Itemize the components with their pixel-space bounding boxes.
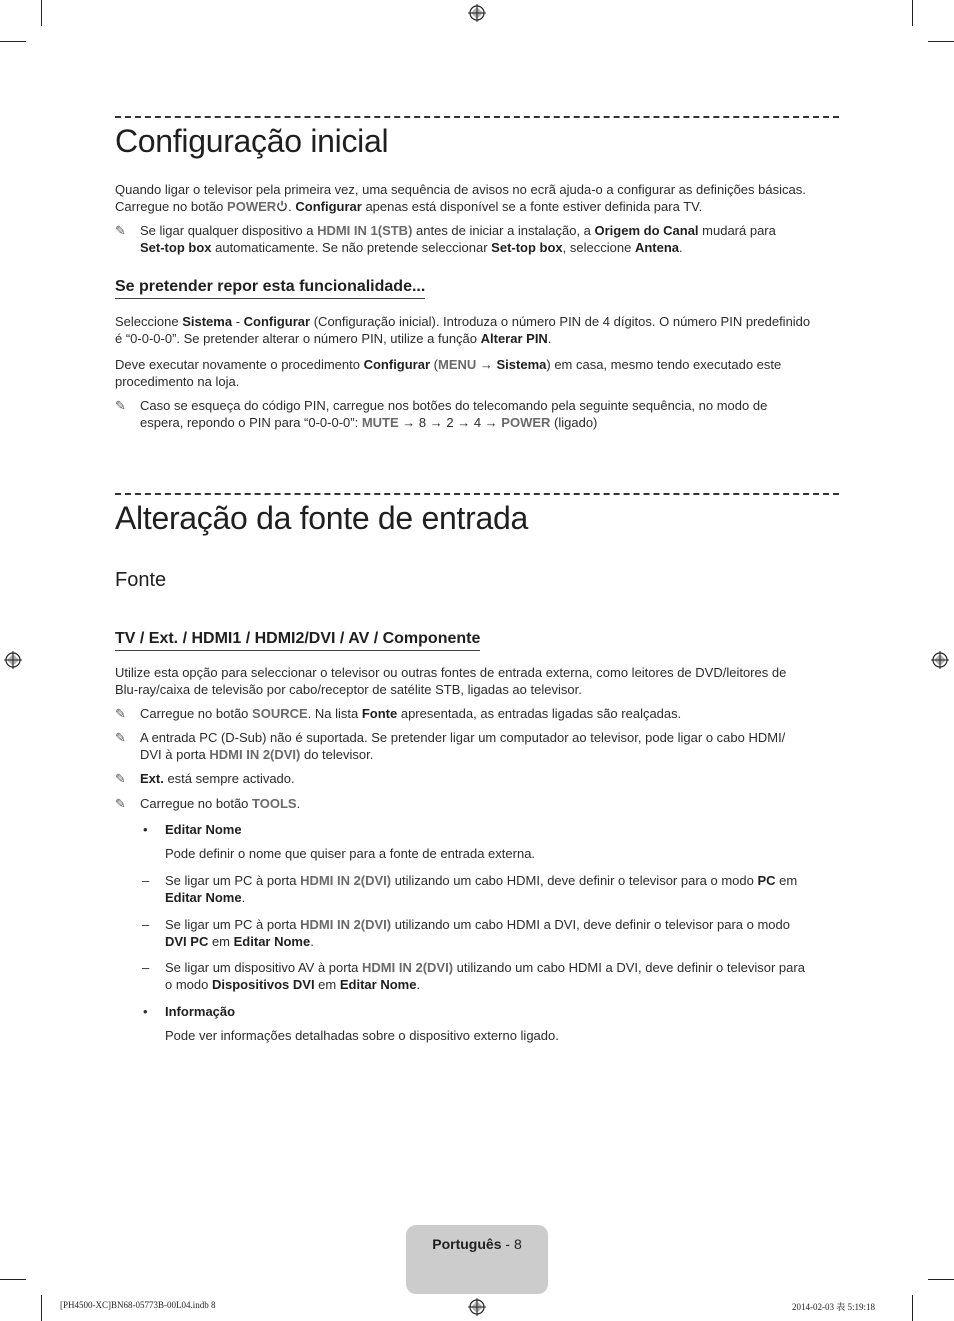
intro-paragraph: Quando ligar o televisor pela primeira vez, uma sequência de avisos no ecrã ajuda-o a configurar as definições básicas. Carregue no botão POWER . Configurar apenas está disponível se a fonte estiver definida para TV. [115,182,806,214]
dash-marker: – [142,960,150,975]
pencil-note-icon: ✎ [115,771,126,786]
crop-mark [41,1295,42,1321]
registration-mark-icon [931,651,949,669]
registration-mark-icon [468,1298,486,1316]
power-icon [276,200,288,212]
bullet-marker: • [143,822,148,837]
note-item: ✎ Carregue no botão SOURCE. Na lista Fonte apresentada, as entradas ligadas são realçadas. [115,706,682,721]
crop-mark [912,1295,913,1321]
section-title: Alteração da fonte de entrada [115,500,528,536]
bullet-marker: • [143,1004,148,1019]
section-divider [115,116,839,118]
registration-mark-icon [4,651,22,669]
reset-paragraph: Deve executar novamente o procedimento Configurar (MENU → Sistema) em casa, mesmo tendo executado este procedimento na loja. [115,357,782,389]
note-item: ✎ Carregue no botão TOOLS. [115,796,301,811]
crop-mark [0,1279,26,1280]
page-footer-tab [406,1225,548,1294]
pencil-note-icon: ✎ [115,730,126,745]
section-title: Configuração inicial [115,123,389,159]
note-item: ✎ Se ligar qualquer dispositivo a HDMI IN 1(STB) antes de iniciar a instalação, a Origem do Canal mudará para Set-top box automaticamente. Se não pretende seleccionar Set-top box, seleccione Antena. [115,223,776,255]
crop-mark [41,0,42,26]
print-slug-left: [PH4500-XC]BN68-05773B-00L04.indb 8 [60,1300,216,1310]
page-number: Português - 8 [432,1236,522,1252]
note-item: ✎ Caso se esqueça do código PIN, carregue nos botões do telecomando pela seguinte sequência, no modo de espera, repondo o PIN para “0-0-0-0”: MUTE → 8 → 2 → 4 → POWER (ligado) [115,398,768,430]
reset-paragraph: Seleccione Sistema - Configurar (Configuração inicial). Introduza o número PIN de 4 dígitos. O número PIN predefinido é “0-0-0-0”. Se pretender alterar o número PIN, utilize a função Alterar PIN. [115,314,811,346]
section-divider [115,493,839,495]
dash-item: – Se ligar um PC à porta HDMI IN 2(DVI) utilizando um cabo HDMI, deve definir o televisor para o modo PC em Editar Nome. [142,873,798,905]
registration-mark-icon [468,4,486,22]
bullet-item: • Informação [143,1004,236,1019]
pencil-note-icon: ✎ [115,223,126,238]
pencil-note-icon: ✎ [115,398,126,413]
pencil-note-icon: ✎ [115,706,126,721]
dash-item: – Se ligar um dispositivo AV à porta HDMI IN 2(DVI) utilizando um cabo HDMI a DVI, deve definir o televisor para o modo Dispositivos DVI em Editar Nome. [142,960,805,992]
dash-marker: – [142,873,150,888]
crop-mark [912,0,913,26]
dash-marker: – [142,917,150,932]
crop-mark [0,41,26,42]
subsection-title: Fonte [115,569,167,591]
crop-mark [928,41,954,42]
pencil-note-icon: ✎ [115,796,126,811]
dash-item: – Se ligar um PC à porta HDMI IN 2(DVI) utilizando um cabo HDMI a DVI, deve definir o televisor para o modo DVI PC em Editar Nome. [142,917,790,949]
note-item: ✎ Ext. está sempre activado. [115,771,295,786]
print-slug-right: 2014-02-03 表 5:19:18 [792,1302,875,1312]
subsection-heading: Se pretender repor esta funcionalidade... [115,278,425,299]
bullet-item: • Editar Nome [143,822,242,837]
crop-mark [928,1279,954,1280]
bullet-description: Pode definir o nome que quiser para a fonte de entrada externa. [165,846,536,861]
subsection-heading: TV / Ext. / HDMI1 / HDMI2/DVI / AV / Componente [115,630,480,651]
intro-paragraph: Utilize esta opção para seleccionar o televisor ou outras fontes de entrada externa, como leitores de DVD/leitores de Blu-ray/caixa de televisão por cabo/receptor de satélite STB, ligadas ao televisor. [115,665,787,697]
note-item: ✎ A entrada PC (D-Sub) não é suportada. Se pretender ligar um computador ao televisor, pode ligar o cabo HDMI/ DVI à porta HDMI IN 2(DVI) do televisor. [115,730,786,762]
bullet-description: Pode ver informações detalhadas sobre o dispositivo externo ligado. [165,1028,559,1043]
